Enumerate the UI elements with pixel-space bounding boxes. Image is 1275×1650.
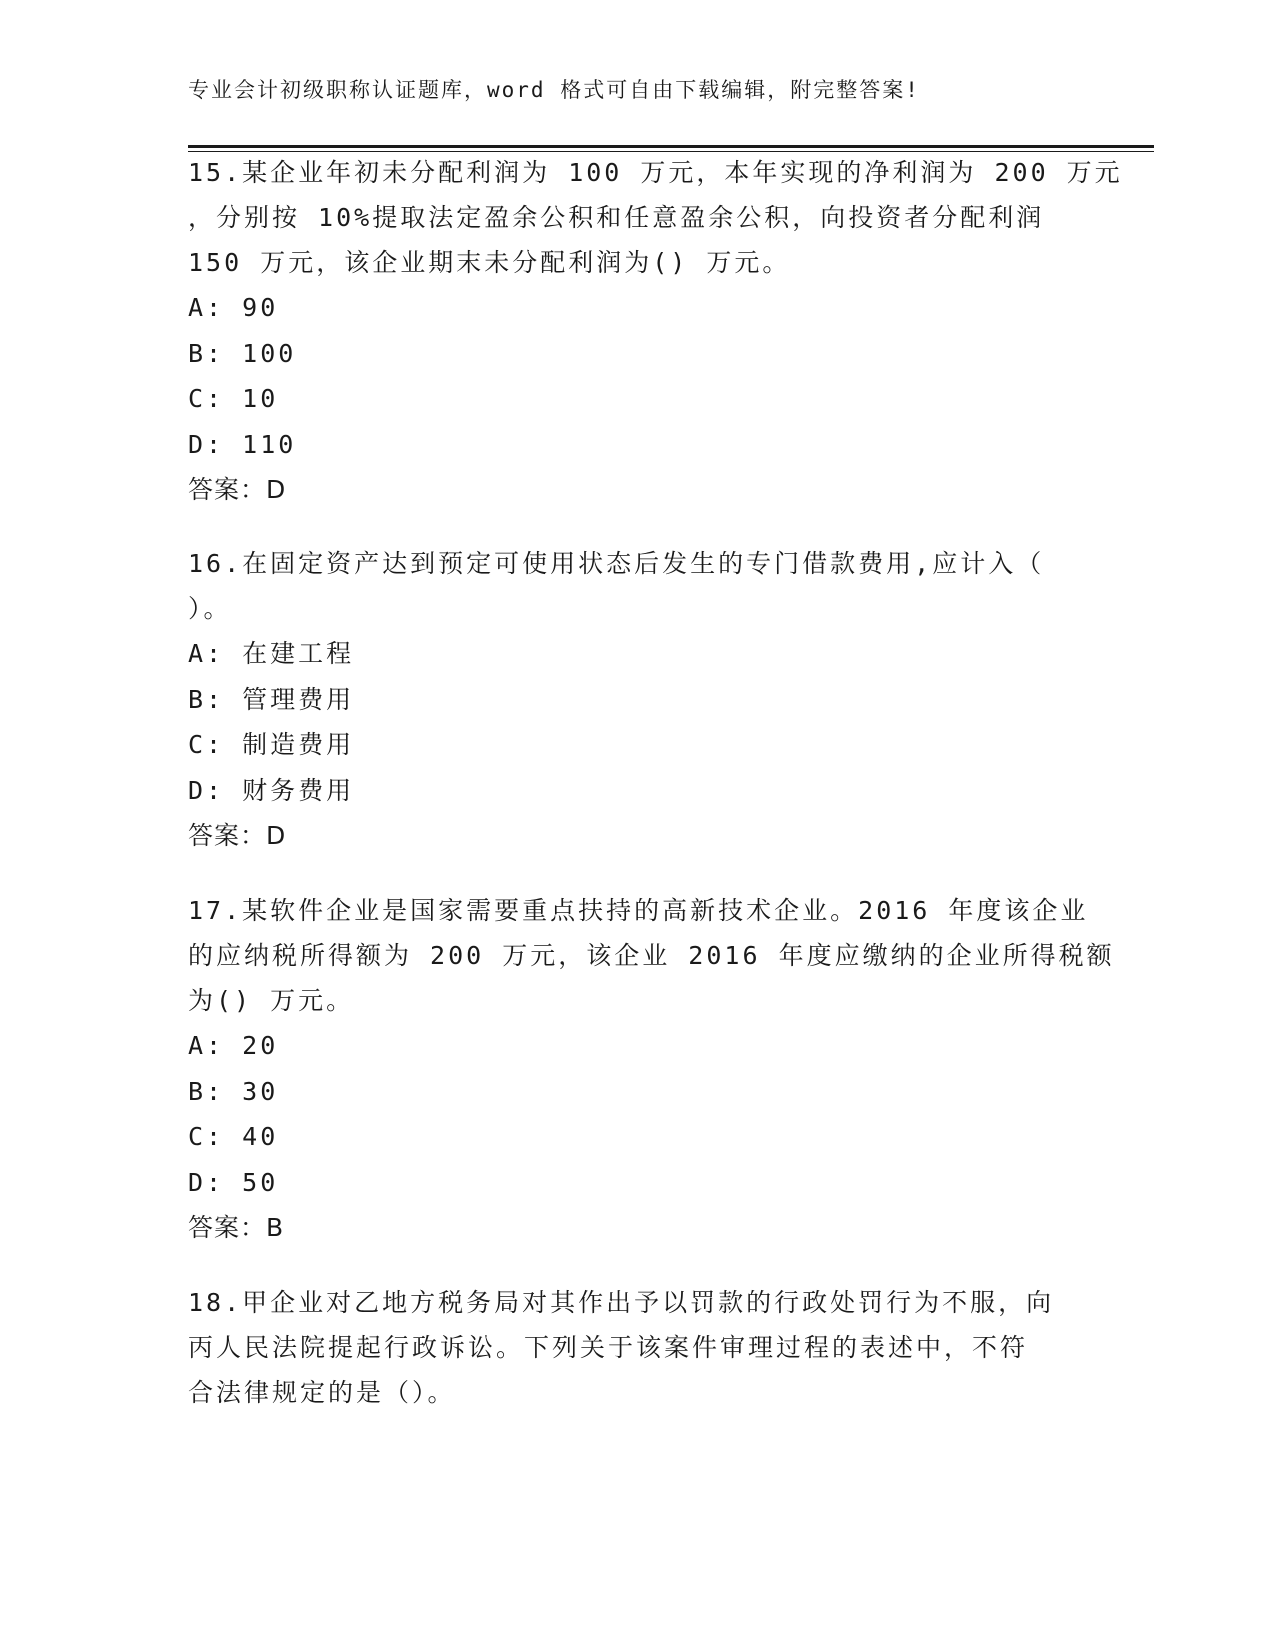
- option-a: A: 在建工程: [188, 639, 355, 668]
- question-text-line: 150 万元，该企业期末未分配利润为() 万元。: [188, 248, 791, 277]
- question-17: [188, 888, 1115, 1250]
- header-rule-thick: [188, 145, 1154, 148]
- option-b: B: 管理费用: [188, 684, 355, 714]
- question-text-line: 15.某企业年初未分配利润为 100 万元，本年实现的净利润为 200 万元: [188, 158, 1123, 187]
- question-text-line: 合法律规定的是（）。: [188, 1378, 456, 1407]
- question-text-line: 17.某软件企业是国家需要重点扶持的高新技术企业。2016 年度该企业: [188, 896, 1089, 925]
- option-a: A: 20: [188, 1031, 279, 1060]
- question-text-line: 16.在固定资产达到预定可使用状态后发生的专门借款费用,应计入（: [188, 549, 1045, 578]
- question-16: [188, 541, 1088, 858]
- question-text-line: 18.甲企业对乙地方税务局对其作出予以罚款的行政处罚行为不服，向: [188, 1288, 1055, 1317]
- answer: 答案：B: [188, 1213, 285, 1242]
- question-text-line: 为() 万元。: [188, 986, 355, 1015]
- option-b: B: 30: [188, 1076, 279, 1106]
- question-18: [188, 1280, 1088, 1415]
- option-d: D: 110: [188, 429, 297, 459]
- option-c: C: 40: [188, 1122, 279, 1151]
- question-15: [188, 150, 1123, 512]
- answer: 答案：D: [188, 821, 287, 850]
- option-b: B: 100: [188, 338, 297, 368]
- option-c: C: 制造费用: [188, 730, 355, 759]
- option-a: A: 90: [188, 293, 279, 322]
- question-text-line: 的应纳税所得额为 200 万元，该企业 2016 年度应缴纳的企业所得税额: [188, 941, 1115, 970]
- question-text-line: 丙人民法院提起行政诉讼。下列关于该案件审理过程的表述中，不符: [188, 1333, 1029, 1362]
- question-text-line: ，分别按 10%提取法定盈余公积和任意盈余公积，向投资者分配利润: [188, 203, 1045, 232]
- option-d: D: 财务费用: [188, 775, 355, 805]
- answer: 答案：D: [188, 475, 287, 504]
- option-c: C: 10: [188, 384, 279, 413]
- option-d: D: 50: [188, 1167, 279, 1197]
- question-text-line: ）。: [188, 594, 232, 623]
- document-header: 专业会计初级职称认证题库，word 格式可自由下载编辑，附完整答案!: [188, 78, 920, 102]
